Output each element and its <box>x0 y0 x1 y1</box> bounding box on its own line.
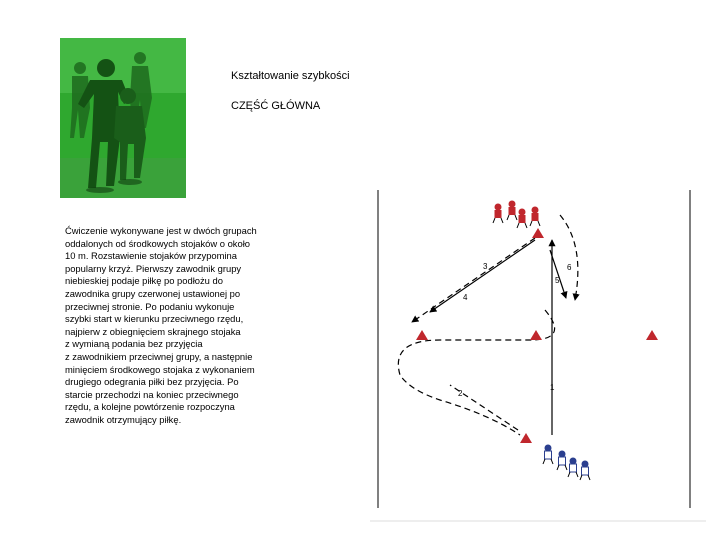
slide-title: Kształtowanie szybkości <box>231 70 350 82</box>
blue-player <box>568 458 578 478</box>
route-label-5: 5 <box>555 276 560 285</box>
route-label-1: 1 <box>550 383 555 392</box>
red-player <box>530 207 540 227</box>
cone-left <box>416 330 428 340</box>
route-label-2: 2 <box>458 389 463 398</box>
blue-team <box>543 445 590 481</box>
drill-diagram <box>370 190 706 524</box>
blue-player <box>557 451 567 471</box>
cone-bottom <box>520 433 532 443</box>
red-player <box>493 204 503 224</box>
route-label-3: 3 <box>483 262 488 271</box>
route-label-6: 6 <box>567 263 572 272</box>
cone-right <box>646 330 658 340</box>
route-pass-diagonal <box>412 238 535 322</box>
cone-top <box>532 228 544 238</box>
section-heading: CZĘŚĆ GŁÓWNA <box>231 100 321 112</box>
cones <box>416 228 658 443</box>
training-photo <box>60 38 186 198</box>
players-running-image <box>60 38 186 198</box>
route-loop <box>398 310 554 435</box>
route-label-4: 4 <box>463 293 468 302</box>
red-team <box>493 201 540 229</box>
red-player <box>507 201 517 221</box>
route-run-diagonal <box>430 240 535 312</box>
exercise-description: Ćwiczenie wykonywane jest w dwóch grupach oddalonych od środkowych stojaków o około 10 m. Rozstawienie stojaków przypomina popularny krzyż. Pierwszy zawodnik grupy niebieskiej podaje piłkę po podłożu do zawodnika grupy czerwonej ustawionej po przeciwnej stronie. Po podaniu wykonuje szybki start w kierunku przeciwnego rzędu, najpierw z obiegnięciem skrajnego stojaka z wymianą podania bez przyjęcia z zawodnikiem przeciwnej grupy, a następnie minięciem środkowego stojaka z wykonaniem drugiego odegrania piłki bez przyjęcia. Po starcie przechodzi na koniec przeciwnego rzędu, a kolejne powtórzenie rozpoczyna zawodnik otrzymujący piłkę. <box>65 225 257 425</box>
red-player <box>517 209 527 229</box>
cone-center <box>530 330 542 340</box>
blue-player <box>543 445 553 465</box>
drill-diagram-svg <box>370 190 706 524</box>
blue-player <box>580 461 590 481</box>
